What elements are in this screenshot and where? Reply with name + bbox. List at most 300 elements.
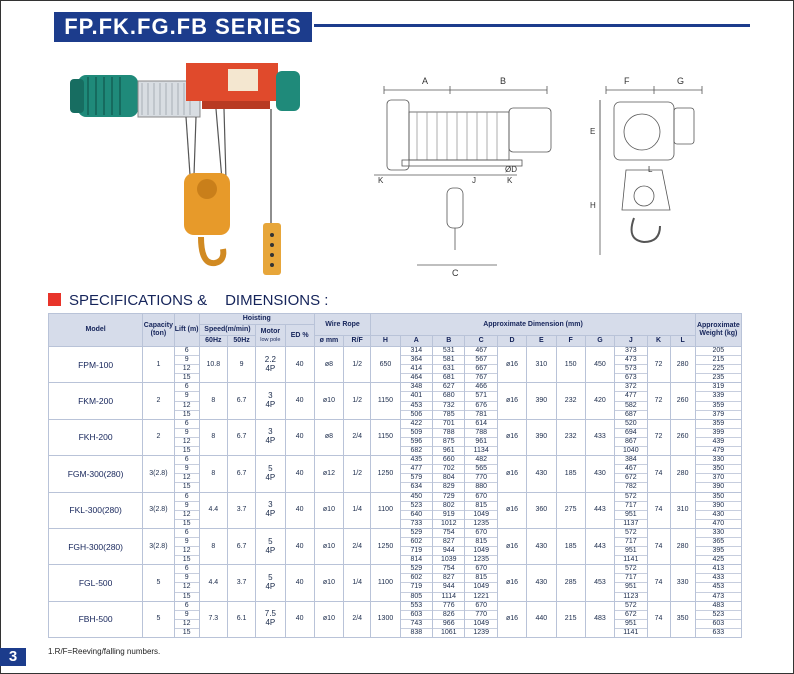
dim-c-cell-value: 1049	[465, 511, 496, 520]
dim-e-cell: 440	[527, 601, 556, 637]
spec-table	[48, 313, 742, 638]
label-f: F	[624, 76, 630, 86]
th-col-a: A	[400, 336, 432, 347]
th-col-c: C	[465, 336, 497, 347]
dim-e-cell: 360	[527, 492, 556, 528]
th-approx-dim-unit: (mm)	[565, 320, 583, 328]
motor-cell	[256, 347, 285, 383]
lift-cell	[174, 456, 199, 492]
dim-b-cell	[433, 347, 465, 383]
rope-mm-cell: ø10	[314, 383, 343, 419]
dim-b-cell-value: 944	[433, 583, 464, 592]
dim-a-cell-value: 509	[401, 429, 432, 438]
dim-l-cell: 280	[670, 528, 695, 564]
dim-c-cell-value: 670	[465, 565, 496, 574]
lift-cell-value: 15	[182, 628, 191, 636]
dim-c-cell-value: 767	[475, 374, 488, 382]
rope-mm-cell: ø10	[314, 565, 343, 601]
dim-a-cell-value: 553	[401, 602, 432, 611]
weight-cell-value: 483	[696, 602, 741, 611]
dim-j-cell-value: 572	[615, 602, 646, 611]
lift-cell-value: 9	[175, 356, 199, 365]
dim-c-cell	[465, 565, 497, 601]
model-cell: FGM-300(280)	[49, 456, 143, 492]
dim-g-cell: 420	[585, 383, 614, 419]
hoist-photo	[66, 55, 324, 285]
dim-g-cell: 443	[585, 528, 614, 564]
weight-cell-value: 473	[712, 592, 725, 600]
dim-j-cell-value: 951	[615, 511, 646, 520]
trolley-motor	[276, 71, 300, 111]
weight-cell-value: 453	[696, 583, 741, 592]
capacity-cell: 3(2.8)	[143, 528, 174, 564]
dim-j-cell-value: 477	[615, 392, 646, 401]
table-row	[49, 456, 742, 492]
dim-c-cell-value: 565	[465, 465, 496, 474]
weight-cell-value: 433	[696, 574, 741, 583]
dim-c-cell-value: 1049	[465, 583, 496, 592]
dim-j-cell-value: 687	[624, 410, 637, 418]
speed-50hz-cell: 6.7	[227, 456, 255, 492]
dim-l-cell: 310	[670, 492, 695, 528]
dim-a-cell-value: 435	[401, 456, 432, 465]
dim-c-cell-value: 482	[465, 456, 496, 465]
dim-a-cell	[400, 383, 432, 419]
dim-c-cell	[465, 492, 497, 528]
label-a: A	[422, 76, 429, 86]
th-approx-dim-label: Approximate Dimension	[483, 320, 564, 328]
dim-e-cell: 430	[527, 456, 556, 492]
dim-a-cell-value: 506	[410, 410, 423, 418]
motor-cell	[256, 528, 285, 564]
motor-value: 5 4P	[265, 463, 276, 482]
lift-cell-value: 12	[175, 402, 199, 411]
page-number: 3	[0, 648, 26, 666]
side-view-diagram	[362, 60, 572, 285]
dim-c-cell-value: 880	[475, 483, 488, 491]
weight-cell-value: 370	[696, 474, 741, 483]
dim-d-cell: ø16	[497, 383, 526, 419]
dim-a-cell-value: 733	[410, 519, 423, 527]
dim-j-cell-value: 1123	[623, 592, 639, 600]
dim-k-cell: 74	[647, 528, 670, 564]
dim-b-cell-value: 827	[433, 574, 464, 583]
speed-50hz-cell: 6.7	[227, 528, 255, 564]
title-rule	[314, 24, 750, 27]
dim-l-cell: 280	[670, 347, 695, 383]
dim-b-cell-value: 776	[433, 602, 464, 611]
label-j: J	[472, 176, 476, 185]
dim-d-cell: ø16	[497, 601, 526, 637]
weight-cell-value: 330	[696, 529, 741, 538]
sheave	[197, 179, 217, 199]
lift-cell-value: 9	[175, 465, 199, 474]
lift-cell-value: 15	[182, 519, 191, 527]
th-60hz: 60Hz	[199, 336, 227, 347]
dim-c-cell-value: 1049	[465, 547, 496, 556]
dim-h-cell: 1100	[371, 565, 400, 601]
dim-j-cell	[615, 456, 647, 492]
capacity-cell: 2	[143, 383, 174, 419]
model-cell: FKH-200	[49, 419, 143, 455]
dim-k-cell: 74	[647, 492, 670, 528]
weight-cell	[695, 456, 741, 492]
th-approx-dim	[371, 314, 695, 336]
th-col-k: K	[647, 336, 670, 347]
lift-cell-value: 6	[175, 456, 199, 465]
dim-e-cell: 390	[527, 383, 556, 419]
dim-c-cell-value: 467	[465, 347, 496, 356]
lift-cell-value: 6	[175, 602, 199, 611]
dim-c-cell-value: 614	[465, 420, 496, 429]
th-col-f: F	[556, 336, 585, 347]
rope-rf-cell: 1/2	[344, 456, 371, 492]
dim-a-cell-value: 450	[401, 493, 432, 502]
lift-cell-value: 9	[175, 502, 199, 511]
dim-b-cell-value: 701	[433, 420, 464, 429]
lift-cell-value: 12	[175, 474, 199, 483]
dim-j-cell	[615, 419, 647, 455]
label-c: C	[452, 268, 459, 278]
weight-cell-value: 359	[696, 420, 741, 429]
weight-cell-value: 350	[696, 465, 741, 474]
lift-cell-value: 9	[175, 538, 199, 547]
label-k-left: K	[378, 176, 384, 185]
lift-cell-value: 15	[182, 374, 191, 382]
dim-j-cell-value: 572	[615, 493, 646, 502]
dim-h-cell: 650	[371, 347, 400, 383]
dim-f-cell: 185	[556, 456, 585, 492]
spec-table-body	[49, 347, 742, 638]
lift-cell-value: 9	[175, 574, 199, 583]
dim-k-cell: 72	[647, 419, 670, 455]
motor-value: 5 4P	[265, 572, 276, 591]
motor-endcap	[70, 79, 84, 113]
section-title	[48, 292, 328, 309]
th-col-l: L	[670, 336, 695, 347]
dim-h-cell: 1150	[371, 419, 400, 455]
speed-60hz-cell: 10.8	[199, 347, 227, 383]
weight-cell-value: 390	[696, 502, 741, 511]
lift-cell-value: 9	[175, 611, 199, 620]
dim-j-cell-value: 467	[615, 465, 646, 474]
weight-cell-value: 359	[696, 402, 741, 411]
weight-cell-value: 479	[712, 447, 725, 455]
dim-b-cell-value: 1114	[441, 592, 457, 600]
dim-l-cell: 350	[670, 601, 695, 637]
ed-cell: 40	[285, 565, 314, 601]
weight-cell-value: 365	[696, 538, 741, 547]
speed-50hz-cell: 3.7	[227, 565, 255, 601]
dim-b-cell-value: 944	[433, 547, 464, 556]
dim-c-cell-value: 788	[465, 429, 496, 438]
dim-j-cell-value: 951	[615, 547, 646, 556]
dim-a-cell-value: 719	[401, 547, 432, 556]
table-row	[49, 383, 742, 419]
th-lift: Lift (m)	[174, 314, 199, 347]
lift-cell-value: 12	[175, 438, 199, 447]
weight-cell	[695, 528, 741, 564]
dim-d-cell: ø16	[497, 347, 526, 383]
dim-b-cell-value: 829	[442, 483, 455, 491]
dim-j-cell	[615, 528, 647, 564]
speed-60hz-cell: 7.3	[199, 601, 227, 637]
dim-c-cell	[465, 419, 497, 455]
table-row	[49, 565, 742, 601]
dim-b-cell-value: 627	[433, 383, 464, 392]
dim-c-cell-value: 567	[465, 356, 496, 365]
dim-a-cell-value: 477	[401, 465, 432, 474]
dim-b-cell-value: 802	[433, 502, 464, 511]
motor-cell	[256, 565, 285, 601]
dim-b-cell-value: 680	[433, 392, 464, 401]
rope-rf-cell: 2/4	[344, 528, 371, 564]
dim-k-cell: 74	[647, 601, 670, 637]
lift-cell-value: 6	[175, 529, 199, 538]
dim-b-cell-value: 785	[442, 410, 455, 418]
dim-k-cell: 72	[647, 347, 670, 383]
dim-b-cell-value: 875	[433, 438, 464, 447]
speed-50hz-cell: 6.7	[227, 419, 255, 455]
dim-a-cell-value: 640	[401, 511, 432, 520]
table-row	[49, 528, 742, 564]
dim-l-cell: 330	[670, 565, 695, 601]
dim-a-cell-value: 422	[401, 420, 432, 429]
dim-h-cell: 1250	[371, 456, 400, 492]
dim-j-cell-value: 372	[615, 383, 646, 392]
lift-cell-value: 6	[175, 347, 199, 356]
weight-cell-value: 319	[696, 383, 741, 392]
th-weight: Approximate Weight (kg)	[695, 314, 741, 347]
ed-cell: 40	[285, 347, 314, 383]
dim-a-cell-value: 719	[401, 583, 432, 592]
dim-g-cell: 450	[585, 347, 614, 383]
weight-cell-value: 235	[712, 374, 725, 382]
dim-k-cell: 74	[647, 565, 670, 601]
dim-a-cell-value: 364	[401, 356, 432, 365]
weight-cell-value: 603	[696, 620, 741, 629]
dim-a-cell-value: 805	[410, 592, 423, 600]
dim-c-cell-value: 571	[465, 392, 496, 401]
dim-c-cell-value: 1235	[473, 519, 489, 527]
label-g: G	[677, 76, 685, 86]
dim-c-cell-value: 770	[465, 474, 496, 483]
weight-cell-value: 390	[712, 483, 725, 491]
dim-e-cell: 430	[527, 528, 556, 564]
th-capacity: Capacity (ton)	[143, 314, 174, 347]
dim-f-cell: 185	[556, 528, 585, 564]
motor-value: 3 4P	[265, 391, 276, 410]
th-rope-mm: ø mm	[314, 336, 343, 347]
end-view-diagram	[582, 60, 717, 285]
th-col-g: G	[585, 336, 614, 347]
dim-j-cell-value: 672	[615, 611, 646, 620]
dim-a-cell	[400, 347, 432, 383]
dim-a-cell-value: 579	[401, 474, 432, 483]
capacity-cell: 2	[143, 419, 174, 455]
pendant-switch	[263, 223, 281, 275]
speed-60hz-cell: 8	[199, 419, 227, 455]
trolley-frame	[202, 101, 270, 109]
th-rope-rf: R/F	[344, 336, 371, 347]
model-cell: FKL-300(280)	[49, 492, 143, 528]
dim-c-cell	[465, 601, 497, 637]
dim-b-cell-value: 1012	[440, 519, 457, 527]
rope-rf-cell: 1/2	[344, 347, 371, 383]
weight-cell-value: 430	[696, 511, 741, 520]
dim-a-cell	[400, 419, 432, 455]
dim-g-cell: 443	[585, 492, 614, 528]
dim-b-cell-value: 531	[433, 347, 464, 356]
weight-cell	[695, 601, 741, 637]
dim-j-cell-value: 694	[615, 429, 646, 438]
weight-cell-value: 379	[712, 410, 725, 418]
lift-cell	[174, 419, 199, 455]
dim-a-cell-value: 602	[401, 574, 432, 583]
label-b: B	[500, 76, 507, 86]
dim-f-cell: 232	[556, 419, 585, 455]
ed-cell: 40	[285, 383, 314, 419]
motor-value: 2.2 4P	[264, 354, 276, 373]
dim-j-cell-value: 1141	[623, 628, 639, 636]
dim-j-cell-value: 384	[615, 456, 646, 465]
lift-cell-value: 12	[175, 620, 199, 629]
capacity-cell: 3(2.8)	[143, 492, 174, 528]
speed-60hz-cell: 8	[199, 456, 227, 492]
motor-value: 7.5 4P	[264, 609, 276, 628]
dim-j-cell-value: 717	[615, 574, 646, 583]
dim-a-cell-value: 814	[410, 556, 423, 564]
dim-b-cell-value: 804	[433, 474, 464, 483]
weight-cell-value: 350	[696, 493, 741, 502]
section-bullet	[48, 293, 61, 306]
dim-c-cell	[465, 347, 497, 383]
model-cell: FKM-200	[49, 383, 143, 419]
dim-c-cell-value: 1239	[473, 628, 489, 636]
dim-j-cell	[615, 565, 647, 601]
dim-a-cell	[400, 456, 432, 492]
dim-a-cell-value: 602	[401, 538, 432, 547]
dim-b-cell	[433, 492, 465, 528]
hook	[201, 237, 223, 263]
motor-cell	[256, 492, 285, 528]
dim-b-cell-value: 729	[433, 493, 464, 502]
lift-cell	[174, 565, 199, 601]
dim-b-cell-value: 1061	[440, 628, 457, 636]
dim-c-cell-value: 815	[465, 574, 496, 583]
dim-b-cell-value: 961	[442, 447, 455, 455]
th-50hz: 50Hz	[227, 336, 255, 347]
rope-rf-cell: 1/2	[344, 383, 371, 419]
dim-b-cell-value: 919	[433, 511, 464, 520]
dim-f-cell: 275	[556, 492, 585, 528]
rope-rf-cell: 2/4	[344, 601, 371, 637]
rope-mm-cell: ø10	[314, 601, 343, 637]
model-cell: FBH-500	[49, 601, 143, 637]
rope-mm-cell: ø10	[314, 492, 343, 528]
lift-cell	[174, 347, 199, 383]
dim-a-cell-value: 838	[410, 628, 423, 636]
dim-b-cell-value: 826	[433, 611, 464, 620]
dim-a-cell	[400, 528, 432, 564]
ed-cell: 40	[285, 601, 314, 637]
lift-cell-value: 15	[182, 410, 191, 418]
dim-a-cell-value: 414	[401, 365, 432, 374]
label-h: H	[590, 201, 596, 210]
dim-c-cell-value: 667	[465, 365, 496, 374]
speed-50hz-cell: 6.7	[227, 383, 255, 419]
lift-cell	[174, 383, 199, 419]
capacity-cell: 3(2.8)	[143, 456, 174, 492]
speed-50hz-cell: 9	[227, 347, 255, 383]
dim-d-cell: ø16	[497, 456, 526, 492]
dim-j-cell-value: 573	[615, 365, 646, 374]
rope-mm-cell: ø8	[314, 419, 343, 455]
nameplate	[228, 69, 258, 91]
dim-j-cell-value: 672	[615, 474, 646, 483]
lift-cell-value: 6	[175, 383, 199, 392]
dim-b-cell-value: 1039	[440, 556, 457, 564]
motor-value: 5 4P	[265, 536, 276, 555]
dim-a-cell-value: 682	[410, 447, 423, 455]
rope-mm-cell: ø12	[314, 456, 343, 492]
dim-b-cell-value: 827	[433, 538, 464, 547]
dim-b-cell	[433, 528, 465, 564]
lift-cell	[174, 601, 199, 637]
dim-c-cell-value: 670	[465, 493, 496, 502]
weight-cell-value: 330	[696, 456, 741, 465]
dim-c-cell-value: 815	[465, 538, 496, 547]
dim-j-cell-value: 1137	[623, 519, 639, 527]
dim-a-cell-value: 314	[401, 347, 432, 356]
weight-cell-value: 339	[696, 392, 741, 401]
motor-cell	[256, 456, 285, 492]
dim-f-cell: 232	[556, 383, 585, 419]
th-col-e: E	[527, 336, 556, 347]
lift-cell-value: 12	[175, 547, 199, 556]
th-motor	[256, 325, 285, 347]
dim-c-cell	[465, 383, 497, 419]
table-row	[49, 347, 742, 383]
wire-ropes	[186, 109, 226, 180]
weight-cell	[695, 492, 741, 528]
dim-e-cell: 430	[527, 565, 556, 601]
capacity-cell: 1	[143, 347, 174, 383]
th-col-h: H	[371, 336, 400, 347]
rope-mm-cell: ø8	[314, 347, 343, 383]
label-k-right: K	[507, 176, 513, 185]
lift-cell-value: 15	[182, 592, 191, 600]
dim-b-cell	[433, 601, 465, 637]
dim-c-cell-value: 1235	[473, 556, 489, 564]
dim-a-cell	[400, 565, 432, 601]
speed-60hz-cell: 8	[199, 383, 227, 419]
dim-a-cell-value: 453	[401, 402, 432, 411]
dim-e-cell: 310	[527, 347, 556, 383]
motor-cell	[256, 601, 285, 637]
speed-50hz-cell: 3.7	[227, 492, 255, 528]
motor-value: 3 4P	[265, 427, 276, 446]
dim-j-cell-value: 572	[615, 565, 646, 574]
th-wire-rope: Wire Rope	[314, 314, 371, 336]
dim-j-cell-value: 520	[615, 420, 646, 429]
dim-j-cell-value: 572	[615, 529, 646, 538]
rope-mm-cell: ø10	[314, 528, 343, 564]
dim-a-cell	[400, 601, 432, 637]
weight-cell-value: 470	[712, 519, 725, 527]
model-cell: FGL-500	[49, 565, 143, 601]
ed-cell: 40	[285, 456, 314, 492]
